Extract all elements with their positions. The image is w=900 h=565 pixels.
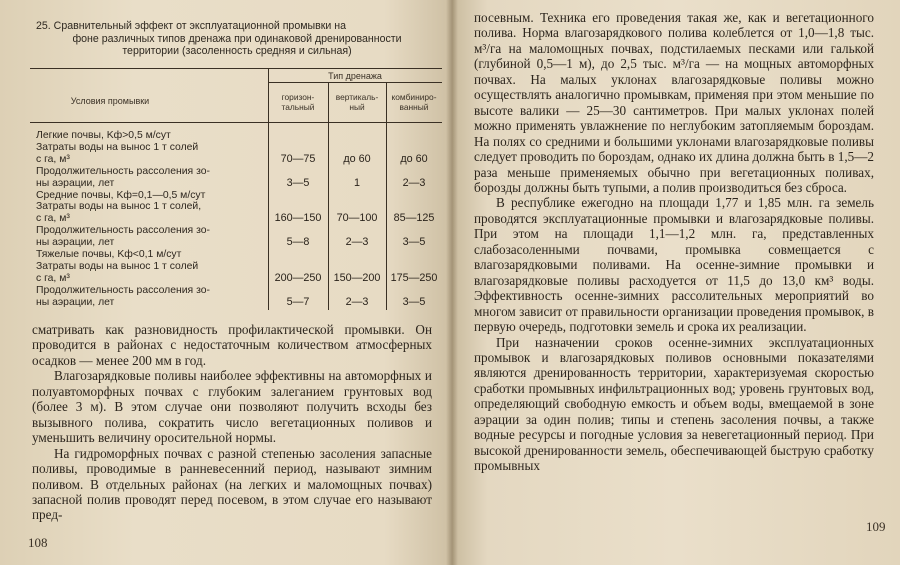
table-cell-vertical: 2—3 <box>345 295 369 308</box>
paragraph: Влагозарядковые поливы наиболее эффективны на автоморфных и полуавтоморфных почвах с глубоким залеганием грунтовых вод (более 3 м). В этом случае они позволяют получить всходы без вызывного полива, сократить число вегетационных поливов и уменьшить величину оросительной нормы. <box>32 368 432 446</box>
table-row-label: Тяжелые почвы, Kф<0,1 м/сут <box>36 249 182 260</box>
table-row-label: Затраты воды на вынос 1 т солей, <box>36 201 202 213</box>
table-cell-vertical: 70—100 <box>336 212 378 225</box>
paragraph: На гидроморфных почвах с разной степенью засоления запасные поливы, проводимые в ранневесенний период, называют зимним поливом. В отдельных районах (на легких и маломощных почвах) запасной полив проводят перед посевом, в этом случае его называют пред- <box>32 445 432 523</box>
table-row-label: Легкие почвы, Kф>0,5 м/сут <box>36 130 171 141</box>
paragraph: посевным. Техника его проведения такая же, как и вегетационного полива. Норма влагозарядкового полива колеблется от 1,0—1,8 тыс. м³/га на маломощных почвах, подстилаемых песками или галькой (глубиной 0,5—1 м), до 2,5 тыс. м³/га — на мощных автоморфных почвах. На малых уклонах влагозарядковые поливы можно осуществлять аналогично промывкам, применяя при этом меньшие по высоте валики — 25—30 сантиметров. При малых уклонах полей можно применять увлажнение по неглубоким затопляемым бороздам. На полях со средними и большими уклонами влагозарядковые поливы следует проводить по бороздам, однако их длина должна быть в 1,5—2 раза меньше применяемых обычно при вегетационных поливах, борозды должны быть тупыми, а полив производиться без сброса. <box>474 10 874 195</box>
table-cell-horizontal: 3—5 <box>286 176 310 189</box>
header-vertical-2: ный <box>349 102 365 112</box>
table-caption-line-1: 25. Сравнительный эффект от эксплуатационной промывки на <box>36 20 346 32</box>
header-horizontal-1: горизон- <box>281 92 315 102</box>
group-header-rule <box>268 82 442 83</box>
header-horizontal <box>268 92 328 112</box>
left-body-text <box>32 322 432 523</box>
header-vertical-1: вертикаль- <box>335 92 379 102</box>
table-row-label: с га, м³ <box>36 213 70 225</box>
book-gutter <box>446 0 458 565</box>
right-page <box>452 0 900 565</box>
table-cell-combined: 85—125 <box>393 212 435 225</box>
table-caption <box>36 20 438 58</box>
table-cell-vertical: 2—3 <box>345 236 369 249</box>
table-row-label: с га, м³ <box>36 272 70 284</box>
paragraph: В республике ежегодно на площади 1,77 и 1,85 млн. га земель проводятся эксплуатационные промывки и влагозарядковые поливы. При этом на площади 1,1—1,2 млн. га, представленных слабозасоленными почвами, промывка совмещается с влагозарядковыми поливами. На осенне-зимние промывки и влагозарядковые поливы расходуется от 11,5 до 13,0 км³ воды. Эффективность осенне-зимних рассолительных мероприятий во многом зависит от правильности организации проведения промывок, в первую очередь, подготовки земель и срока их реализации. <box>474 195 874 335</box>
page-number-left: 108 <box>28 535 48 550</box>
table-row-label: ны аэрации, лет <box>36 177 115 189</box>
table-cell-horizontal: 5—7 <box>286 295 310 308</box>
table-row-label: Средние почвы, Kф=0,1—0,5 м/сут <box>36 189 206 201</box>
header-drainage-type: Тип дренажа <box>328 71 382 81</box>
paragraph: сматривать как разновидность профилактической промывки. Он проводится в районах с недостаточным количеством атмосферных осадков — менее 200 мм в год. <box>32 322 432 368</box>
table-row-label: ны аэрации, лет <box>36 237 115 249</box>
table-row-label: с га, м³ <box>36 153 70 165</box>
table-cell-horizontal: 5—8 <box>286 236 310 249</box>
header-conditions: Условия промывки <box>70 96 150 106</box>
table-cell-horizontal: 200—250 <box>274 271 322 284</box>
table-cell-horizontal: 70—75 <box>280 152 316 165</box>
drainage-table <box>30 68 442 310</box>
table-caption-line-2: фоне различных типов дренажа при одинаковой дренированности <box>72 32 402 45</box>
header-horizontal-2: тальный <box>281 102 315 112</box>
table-cell-combined: 2—3 <box>402 176 426 189</box>
table-row-label: Затраты воды на вынос 1 т солей <box>36 141 199 153</box>
table-cell-combined: 3—5 <box>402 295 426 308</box>
header-combined <box>386 92 442 112</box>
table-row-label: Продолжительность рассоления зо- <box>36 284 210 296</box>
table-cell-combined: 175—250 <box>390 271 438 284</box>
table-caption-line-3: территории (засоленность средняя и сильная) <box>122 45 352 57</box>
table-row-label: ны аэрации, лет <box>36 296 115 308</box>
table-cell-combined: 3—5 <box>402 236 426 249</box>
paragraph: При назначении сроков осенне-зимних эксплуатационных промывок и влагозарядковых поливов основными показателями являются дренированность территории, характеризуемая скоростью сработки промывных инфильтрационных вод; уровень грунтовых вод, определяющий свободную емкость и объем воды, вмещаемой в зоне аэрации за один полив; типы и степень засоления почвы, а также водные ресурсы и погодные условия за невегетационный период. При высокой дренированности земель, обеспечивающей быструю сработку промывных <box>474 334 874 474</box>
table-row-label: Продолжительность рассоления зо- <box>36 225 210 237</box>
table-cell-horizontal: 160—150 <box>274 212 322 225</box>
table-cell-combined: до 60 <box>400 152 428 165</box>
table-header-rule <box>30 122 442 123</box>
table-cell-vertical: до 60 <box>343 152 371 165</box>
page-number-right: 109 <box>866 519 886 534</box>
right-body-text <box>474 10 874 474</box>
table-top-rule <box>30 68 442 69</box>
table-cell-vertical: 150—200 <box>333 271 381 284</box>
table-cell-vertical: 1 <box>353 176 360 189</box>
header-combined-1: комбиниро- <box>391 92 437 102</box>
table-row-label: Затраты воды на вынос 1 т солей <box>36 260 199 272</box>
header-vertical <box>328 92 386 112</box>
table-row-label: Продолжительность рассоления зо- <box>36 165 210 177</box>
header-combined-2: ванный <box>399 102 429 112</box>
